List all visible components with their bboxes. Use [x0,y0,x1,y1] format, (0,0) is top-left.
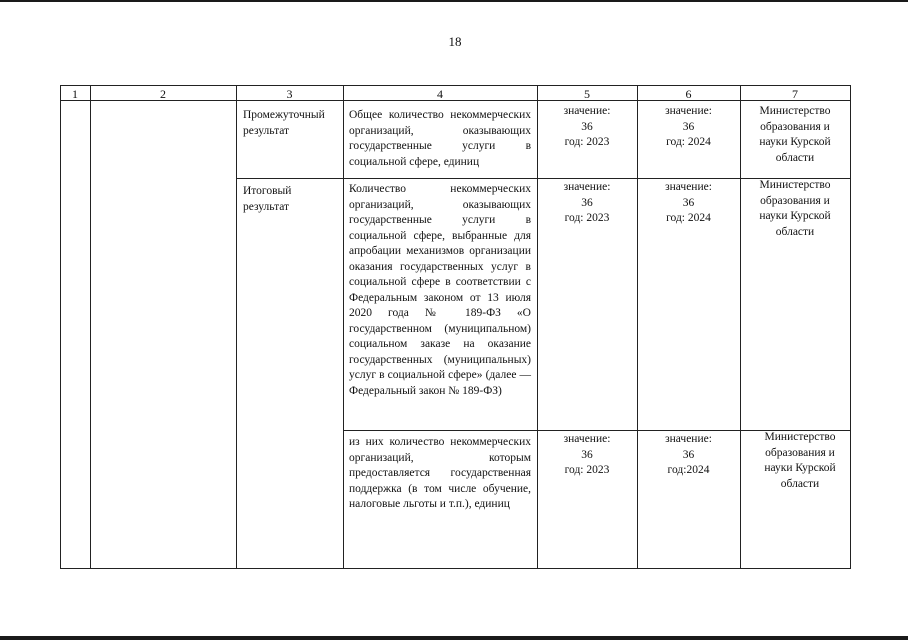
value-2024 [637,104,740,151]
column-header-3: 3 [286,87,293,101]
indicator-text: из них количество некоммерческих организаций, которым предоставляется государственная поддержка (в том числе обучение, налоговые льготы и т.п.), единиц [349,436,531,510]
value-number: 36 [581,120,593,133]
value-number: 36 [682,120,695,133]
responsible-body: Министерство образования и науки Курской области [759,179,831,238]
value-label: значение: [665,433,712,445]
column-divider-1 [90,85,91,569]
value-2024 [637,180,740,227]
responsible-body: Министерство образования и науки Курской области [764,431,836,490]
column-divider-3 [343,85,344,569]
value-number: 36 [682,448,695,461]
result-type: Итоговый результат [243,185,292,213]
value-number: 36 [581,196,593,209]
column-divider-4 [537,85,538,569]
value-label: значение: [665,105,712,117]
value-number: 36 [581,448,593,461]
column-header-1: 1 [72,87,78,101]
value-year: год: 2023 [564,212,610,224]
value-year: год:2024 [667,464,710,476]
table-bottom-border [60,568,850,569]
column-header-4: 4 [437,87,443,101]
value-year: год: 2023 [564,464,610,476]
value-label: значение: [563,433,611,445]
column-header-2: 2 [160,87,166,101]
value-2024 [637,432,740,479]
value-year: год: 2023 [564,136,610,148]
value-year: год: 2024 [666,212,711,224]
value-number: 36 [682,196,695,209]
indicator-text: Общее количество некоммерческих организаций, оказывающих государственные услуги в социальной сфере, единиц [349,109,531,168]
value-label: значение: [563,105,611,117]
value-label: значение: [665,181,712,193]
result-type: Промежуточный результат [243,109,325,137]
indicator-text: Количество некоммерческих организаций, оказывающих государственные услуги в социальной сфере, выбранные для апробации механизмов организации оказания государственных услуг в социальной сфере в соответствии с Федеральным законом от 13 июля 2020 года № 189-ФЗ «О государственном (муниципальном) социальном заказе на оказание государственных (муниципальных) услуг в социальной сфере» (далее — Федеральный закон № 189-ФЗ) [349,183,531,397]
table-top-border [60,85,850,86]
column-header-6: 6 [685,87,692,101]
value-year: год: 2024 [666,136,711,148]
value-2023 [537,432,637,479]
value-2023 [537,104,637,151]
value-label: значение: [563,181,611,193]
column-divider-6 [740,85,741,569]
responsible-body: Министерство образования и науки Курской области [759,105,831,164]
column-header-7: 7 [792,87,798,101]
table-right-border [850,85,851,569]
table-left-border [60,85,61,569]
column-divider-2 [236,85,237,569]
page-number: 18 [448,34,462,49]
column-header-5: 5 [584,87,590,101]
value-2023 [537,180,637,227]
column-divider-5 [637,85,638,569]
